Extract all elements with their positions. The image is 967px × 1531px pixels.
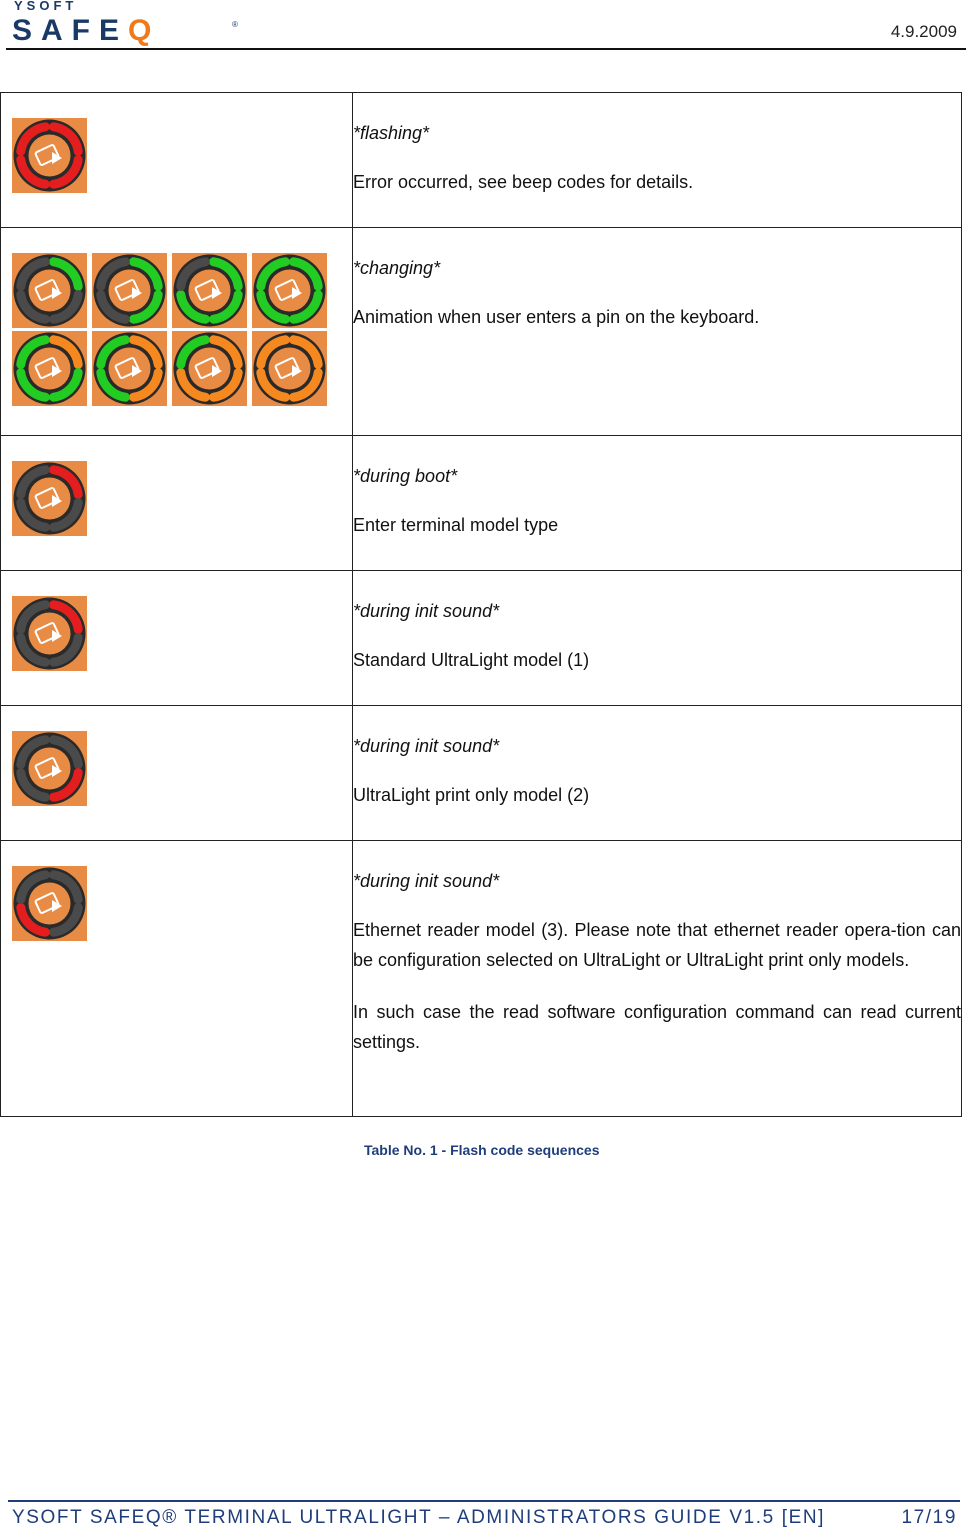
logo-q-text: Q [128, 14, 161, 47]
icon-cell [1, 228, 353, 436]
description-text: UltraLight print only model (2) [353, 785, 590, 805]
condition-label: *during init sound* [353, 871, 500, 891]
led-ring-icon [92, 331, 167, 406]
icon-group [1, 93, 352, 193]
text-cell [353, 706, 962, 841]
icon-row [12, 596, 352, 671]
logo-safe-text: SAFE [12, 14, 129, 47]
icon-cell [1, 436, 353, 571]
icon-group [1, 571, 352, 671]
description-text: Enter terminal model type [353, 515, 559, 535]
icon-group [1, 841, 352, 941]
description-text: Error occurred, see beep codes for details. [353, 172, 694, 192]
icon-row [12, 731, 352, 806]
text-cell [353, 571, 962, 706]
logo-registered-mark: ® [232, 20, 238, 29]
icon-cell [1, 93, 353, 228]
page-header [0, 0, 967, 52]
led-ring-icon [252, 253, 327, 328]
led-ring-icon [252, 331, 327, 406]
led-ring-icon [172, 331, 247, 406]
icon-group [1, 706, 352, 806]
led-ring-icon [172, 253, 247, 328]
led-ring-icon [12, 596, 87, 671]
led-ring-icon [12, 461, 87, 536]
icon-row [12, 331, 352, 406]
led-ring-icon [92, 253, 167, 328]
text-cell [353, 436, 962, 571]
icon-row [12, 866, 352, 941]
document-date: 4.9.2009 [890, 22, 957, 41]
icon-row [12, 253, 352, 328]
condition-label: *during boot* [353, 466, 458, 486]
icon-group [1, 436, 352, 536]
led-ring-icon [12, 331, 87, 406]
table-row [1, 841, 962, 1117]
icon-row [12, 118, 352, 193]
led-ring-icon [12, 866, 87, 941]
condition-label: *changing* [353, 258, 441, 278]
icon-row [12, 461, 352, 536]
condition-label: *during init sound* [353, 736, 500, 756]
led-ring-icon [12, 253, 87, 328]
table-caption: Table No. 1 - Flash code sequences [364, 1142, 600, 1158]
table-row [1, 93, 962, 228]
description-text: Standard UltraLight model (1) [353, 650, 590, 670]
logo-ysoft: YSOFT [14, 0, 78, 13]
icon-cell [1, 841, 353, 1117]
description-text: Animation when user enters a pin on the keyboard. [353, 307, 760, 327]
table-row [1, 706, 962, 841]
table-row [1, 436, 962, 571]
condition-label: *flashing* [353, 123, 430, 143]
condition-label: *during init sound* [353, 601, 500, 621]
footer-rule [8, 1500, 960, 1502]
table-row [1, 571, 962, 706]
text-cell [353, 93, 962, 228]
led-ring-icon [12, 731, 87, 806]
flash-code-table [0, 92, 962, 1117]
icon-cell [1, 571, 353, 706]
logo-safeq [12, 16, 160, 46]
text-cell [353, 228, 962, 436]
description-text: Ethernet reader model (3). Please note that ethernet reader opera-tion can be configuration selected on UltraLight or UltraLight print only models. [353, 920, 961, 970]
text-cell [353, 841, 962, 1117]
led-ring-icon [12, 118, 87, 193]
page-number: 17/19 [901, 1507, 957, 1528]
description-text-2: In such case the read software configuration command can read current settings. [353, 1002, 961, 1052]
table-row [1, 228, 962, 436]
icon-cell [1, 706, 353, 841]
icon-group [1, 228, 352, 406]
footer-title: YSOFT SAFEQ® TERMINAL ULTRALIGHT – ADMINISTRATORS GUIDE V1.5 [EN] [12, 1507, 826, 1528]
header-rule [6, 48, 966, 50]
